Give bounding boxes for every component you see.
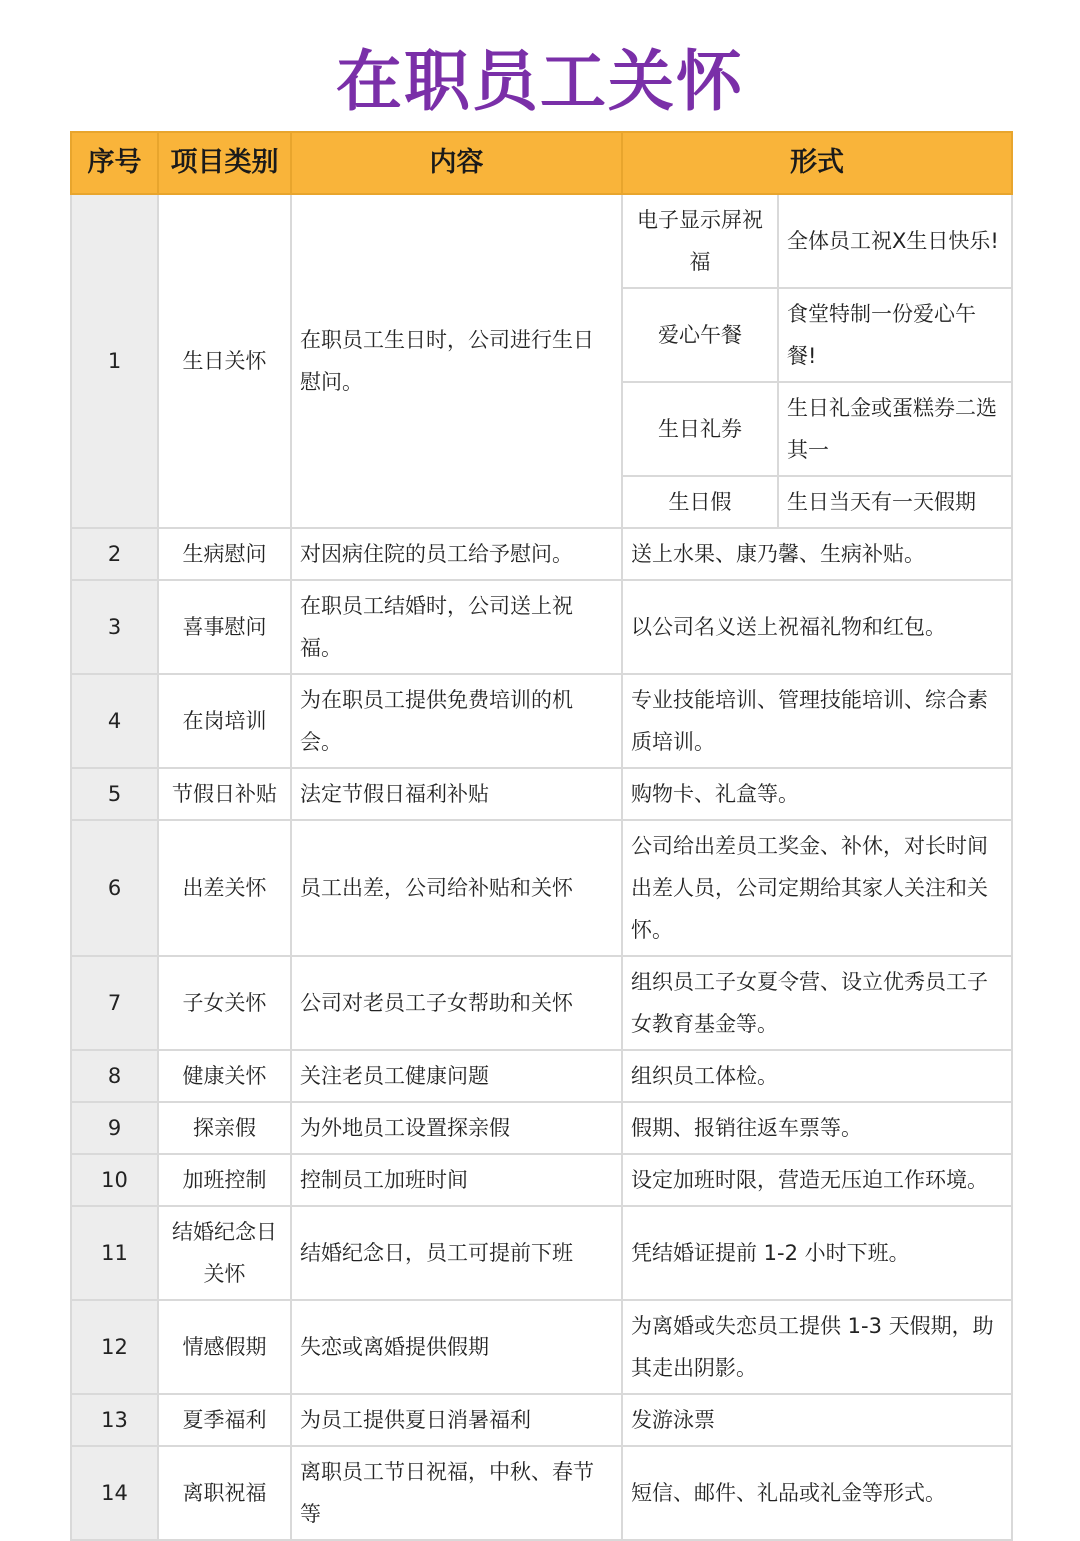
- table-header-row: [71, 132, 1012, 194]
- sub-form-name: 生日假: [622, 476, 778, 528]
- row-form: 组织员工子女夏令营、设立优秀员工子女教育基金等。: [622, 956, 1012, 1050]
- table-row: [71, 1300, 1012, 1394]
- row-content: 在职员工结婚时，公司送上祝福。: [291, 580, 622, 674]
- row-num: 8: [71, 1050, 158, 1102]
- row-content: 法定节假日福利补贴: [291, 768, 622, 820]
- row-num: 3: [71, 580, 158, 674]
- sub-form-name: 生日礼券: [622, 382, 778, 476]
- table-row: [71, 1206, 1012, 1300]
- table-row: [71, 1394, 1012, 1446]
- row-category: 生日关怀: [158, 194, 291, 528]
- row-form: 专业技能培训、管理技能培训、综合素质培训。: [622, 674, 1012, 768]
- row-content: 结婚纪念日，员工可提前下班: [291, 1206, 622, 1300]
- row-category: 健康关怀: [158, 1050, 291, 1102]
- row-num: 4: [71, 674, 158, 768]
- row-num: 11: [71, 1206, 158, 1300]
- row-category: 夏季福利: [158, 1394, 291, 1446]
- row-category: 在岗培训: [158, 674, 291, 768]
- row-category: 生病慰问: [158, 528, 291, 580]
- row-num: 7: [71, 956, 158, 1050]
- header-category: 项目类别: [158, 132, 291, 194]
- employee-care-table: [70, 131, 1013, 1541]
- row-form: 凭结婚证提前 1-2 小时下班。: [622, 1206, 1012, 1300]
- sub-form-desc: 生日礼金或蛋糕券二选其一: [778, 382, 1012, 476]
- row-category: 喜事慰问: [158, 580, 291, 674]
- row-content: 关注老员工健康问题: [291, 1050, 622, 1102]
- table-row: [71, 194, 1012, 288]
- sub-form-desc: 全体员工祝X生日快乐!: [778, 194, 1012, 288]
- row-category: 结婚纪念日关怀: [158, 1206, 291, 1300]
- row-content: 在职员工生日时，公司进行生日慰问。: [291, 194, 622, 528]
- page-title: 在职员工关怀: [336, 43, 744, 120]
- row-content: 控制员工加班时间: [291, 1154, 622, 1206]
- row-form: 假期、报销往返车票等。: [622, 1102, 1012, 1154]
- row-form: 送上水果、康乃馨、生病补贴。: [622, 528, 1012, 580]
- row-category: 子女关怀: [158, 956, 291, 1050]
- table-row: [71, 1050, 1012, 1102]
- table-row: [71, 528, 1012, 580]
- sub-form-name: 电子显示屏祝福: [622, 194, 778, 288]
- row-category: 加班控制: [158, 1154, 291, 1206]
- row-category: 情感假期: [158, 1300, 291, 1394]
- row-form: 为离婚或失恋员工提供 1-3 天假期，助其走出阴影。: [622, 1300, 1012, 1394]
- table-row: [71, 1102, 1012, 1154]
- row-content: 为外地员工设置探亲假: [291, 1102, 622, 1154]
- sub-form-desc: 生日当天有一天假期: [778, 476, 1012, 528]
- table-row: [71, 1446, 1012, 1540]
- header-form: 形式: [622, 132, 1012, 194]
- row-content: 为在职员工提供免费培训的机会。: [291, 674, 622, 768]
- row-form: 购物卡、礼盒等。: [622, 768, 1012, 820]
- row-num: 9: [71, 1102, 158, 1154]
- row-category: 离职祝福: [158, 1446, 291, 1540]
- sub-form-desc: 食堂特制一份爱心午餐!: [778, 288, 1012, 382]
- row-content: 失恋或离婚提供假期: [291, 1300, 622, 1394]
- row-num: 14: [71, 1446, 158, 1540]
- row-num: 2: [71, 528, 158, 580]
- row-num: 12: [71, 1300, 158, 1394]
- table-row: [71, 956, 1012, 1050]
- row-num: 13: [71, 1394, 158, 1446]
- row-category: 出差关怀: [158, 820, 291, 956]
- table-row: [71, 580, 1012, 674]
- sub-form-name: 爱心午餐: [622, 288, 778, 382]
- row-form: 以公司名义送上祝福礼物和红包。: [622, 580, 1012, 674]
- table-row: [71, 674, 1012, 768]
- row-category: 节假日补贴: [158, 768, 291, 820]
- row-content: 公司对老员工子女帮助和关怀: [291, 956, 622, 1050]
- row-content: 离职员工节日祝福，中秋、春节等: [291, 1446, 622, 1540]
- header-content: 内容: [291, 132, 622, 194]
- row-form: 短信、邮件、礼品或礼金等形式。: [622, 1446, 1012, 1540]
- row-form: 公司给出差员工奖金、补休，对长时间出差人员，公司定期给其家人关注和关怀。: [622, 820, 1012, 956]
- row-content: 对因病住院的员工给予慰问。: [291, 528, 622, 580]
- table-row: [71, 1154, 1012, 1206]
- row-category: 探亲假: [158, 1102, 291, 1154]
- row-num: 5: [71, 768, 158, 820]
- row-content: 为员工提供夏日消暑福利: [291, 1394, 622, 1446]
- table-row: [71, 820, 1012, 956]
- table-row: [71, 768, 1012, 820]
- row-num: 1: [71, 194, 158, 528]
- row-form: 发游泳票: [622, 1394, 1012, 1446]
- row-num: 6: [71, 820, 158, 956]
- row-content: 员工出差，公司给补贴和关怀: [291, 820, 622, 956]
- row-num: 10: [71, 1154, 158, 1206]
- row-form: 组织员工体检。: [622, 1050, 1012, 1102]
- header-num: 序号: [71, 132, 158, 194]
- row-form: 设定加班时限，营造无压迫工作环境。: [622, 1154, 1012, 1206]
